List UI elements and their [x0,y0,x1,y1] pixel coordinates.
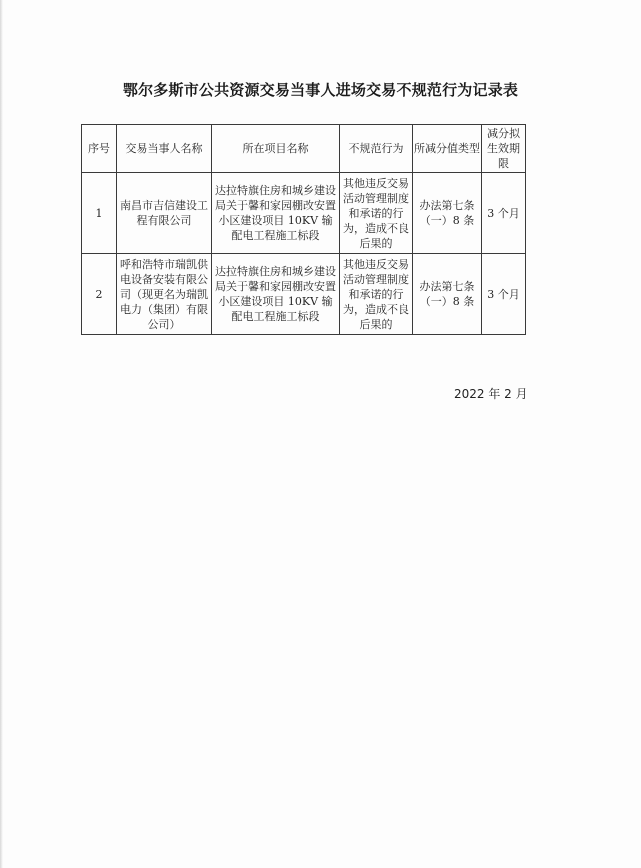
cell-validity: 3 个月 [482,254,526,335]
cell-deduction-type [413,254,482,335]
header-validity: 减分拟生效期限 [482,125,526,173]
document-date: 2022 年 2 月 [454,387,528,401]
cell-index: 2 [82,254,117,335]
table-row [82,173,526,254]
header-index: 序号 [82,125,117,173]
cell-deduction-text: 办法第七条（一）8 条 [419,280,475,308]
cell-project [212,173,340,254]
cell-deduction-type [413,173,482,254]
cell-party [117,254,212,335]
header-project: 所在项目名称 [212,125,340,173]
cell-behavior-text: 其他违反交易活动管理制度和承诺的行为，造成不良后果的 [343,257,409,331]
cell-behavior-text: 其他违反交易活动管理制度和承诺的行为，造成不良后果的 [343,176,409,250]
document-title: 鄂尔多斯市公共资源交易当事人进场交易不规范行为记录表 [122,81,519,99]
record-table [81,124,526,335]
cell-party-text: 呼和浩特市瑞凯供电设备安装有限公司（现更名为瑞凯电力（集团）有限公司） [120,257,208,331]
header-deduction-type: 所减分值类型 [413,125,482,173]
table-header-row [82,125,526,173]
header-behavior: 不规范行为 [340,125,413,173]
table-row [82,254,526,335]
cell-party-text: 南昌市吉信建设工程有限公司 [120,199,208,227]
header-party: 交易当事人名称 [117,125,212,173]
cell-behavior [340,173,413,254]
scan-edge-shadow [0,0,3,868]
cell-validity: 3 个月 [482,173,526,254]
cell-deduction-text: 办法第七条（一）8 条 [419,199,475,227]
cell-index: 1 [82,173,117,254]
cell-behavior [340,254,413,335]
cell-project-text: 达拉特旗住房和城乡建设局关于馨和家园棚改安置小区建设项目 10KV 输配电工程施工标段 [215,265,336,323]
cell-project [212,254,340,335]
cell-party [117,173,212,254]
cell-project-text: 达拉特旗住房和城乡建设局关于馨和家园棚改安置小区建设项目 10KV 输配电工程施工标段 [215,184,336,242]
